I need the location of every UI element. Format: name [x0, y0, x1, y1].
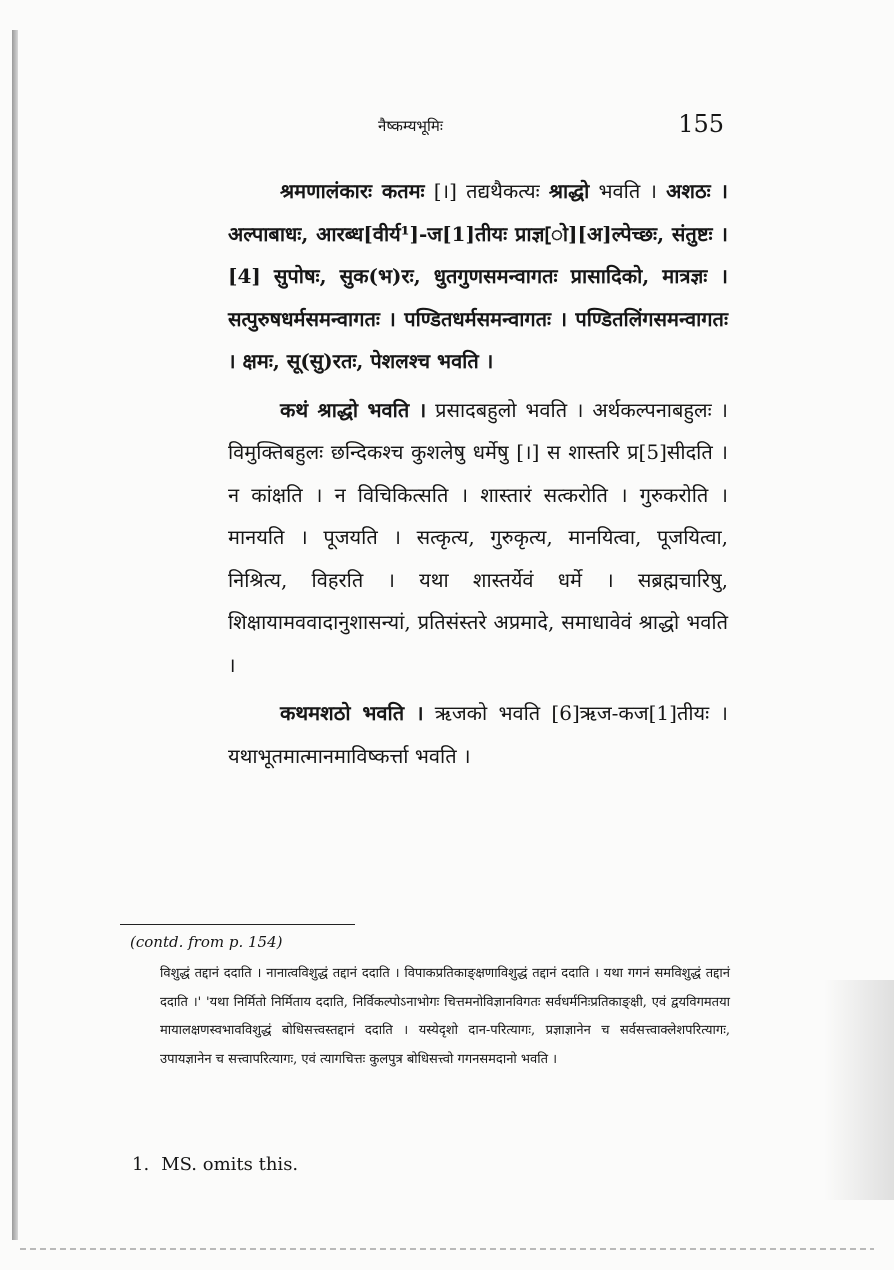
paragraph-3	[228, 692, 728, 777]
paragraph-1-text-b: भवति ।	[589, 179, 667, 203]
paragraph-3-text: ऋजको भवति [6]ऋज-कज[1]तीयः । यथाभूतमात्मानमाविष्कर्त्ता भवति ।	[228, 701, 728, 768]
paragraph-2-text: प्रसादबहुलो भवति । अर्थकल्पनाबहुलः । विमुक्तिबहुलः छन्दिकश्च कुशलेषु धर्मेषु [।] स शास्तरि प्र[5]सीदति । न कांक्षति । न विचिकित्सति । शास्तारं सत्करोति । गुरुकरोति । मानयति । पूजयति । सत्कृत्य, गुरुकृत्य, मानयित्वा, पूजयित्वा, निश्रित्य, विहरति । यथा शास्तर्येवं धर्मे । सब्रह्मचारिषु, शिक्षायामववादानुशासन्यां, प्रतिसंस्तरे अप्रमादे, समाधावेवं श्राद्धो भवति ।	[228, 397, 729, 677]
paragraph-1-bold-b: श्राद्धो	[548, 179, 590, 203]
footnote	[132, 1154, 298, 1175]
footnote-number: 1.	[132, 1154, 150, 1175]
binding-edge	[12, 30, 18, 1240]
main-text	[228, 170, 728, 777]
paragraph-1	[228, 170, 728, 383]
paragraph-2	[228, 389, 728, 687]
page-number: 155	[678, 110, 724, 138]
footnote-rule	[120, 924, 355, 925]
paragraph-1-text-a: [।] तद्यथैकत्यः	[424, 179, 549, 203]
paragraph-2-heading: कथं श्राद्धो भवति ।	[280, 397, 427, 422]
page-header	[230, 108, 730, 142]
paragraph-3-heading: कथमशठो भवति ।	[280, 701, 424, 725]
scan-shadow	[824, 980, 894, 1200]
footnote-text: MS. omits this.	[161, 1154, 299, 1175]
paragraph-1-heading: श्रमणालंकारः कतमः	[280, 179, 425, 203]
bottom-edge-line	[20, 1248, 874, 1250]
continued-note-text: विशुद्धं तद्दानं ददाति । नानात्वविशुद्धं तद्दानं ददाति । विपाकप्रतिकाङ्क्षणाविशुद्धं तद्दानं ददाति । यथा गगनं समविशुद्धं तद्दानं ददाति ।' 'यथा निर्मितो निर्मिताय ददाति, निर्विकल्पोऽनाभोगः चित्तमनोविज्ञानविगतः सर्वधर्मनिःप्रतिकाङ्क्षी, एवं द्वयविगमतया मायालक्षणस्वभावविशुद्धं बोधिसत्त्वस्तद्दानं ददाति । यस्येदृशो दान-परित्यागः, प्रज्ञाज्ञानेन च सर्वसत्त्वाक्लेशपरित्यागः, उपायज्ञानेन च सत्त्वापरित्यागः, एवं त्यागचित्तः कुलपुत्र बोधिसत्त्वो गगनसमदानो भवति ।	[160, 966, 730, 1067]
continued-note-label: (contd. from p. 154)	[130, 933, 283, 951]
paragraph-1-bold-c: अशठः । अल्पाबाधः, आरब्ध[वीर्य¹]-ज[1]तीयः प्राज्ञ[ो][अ]ल्पेच्छः, संतुष्टः । [4] सुपोषः, सुक(भ)रः, धुतगुणसमन्वागतः प्रासादिको, मात्रज्ञः । सत्पुरुषधर्मसमन्वागतः । पण्डितधर्मसमन्वागतः । पण्डितलिंगसमन्वागतः । क्षमः, सू(सु)रतः, पेशलश्च भवति ।	[228, 179, 728, 373]
running-head: नैष्कम्यभूमिः	[378, 117, 443, 135]
